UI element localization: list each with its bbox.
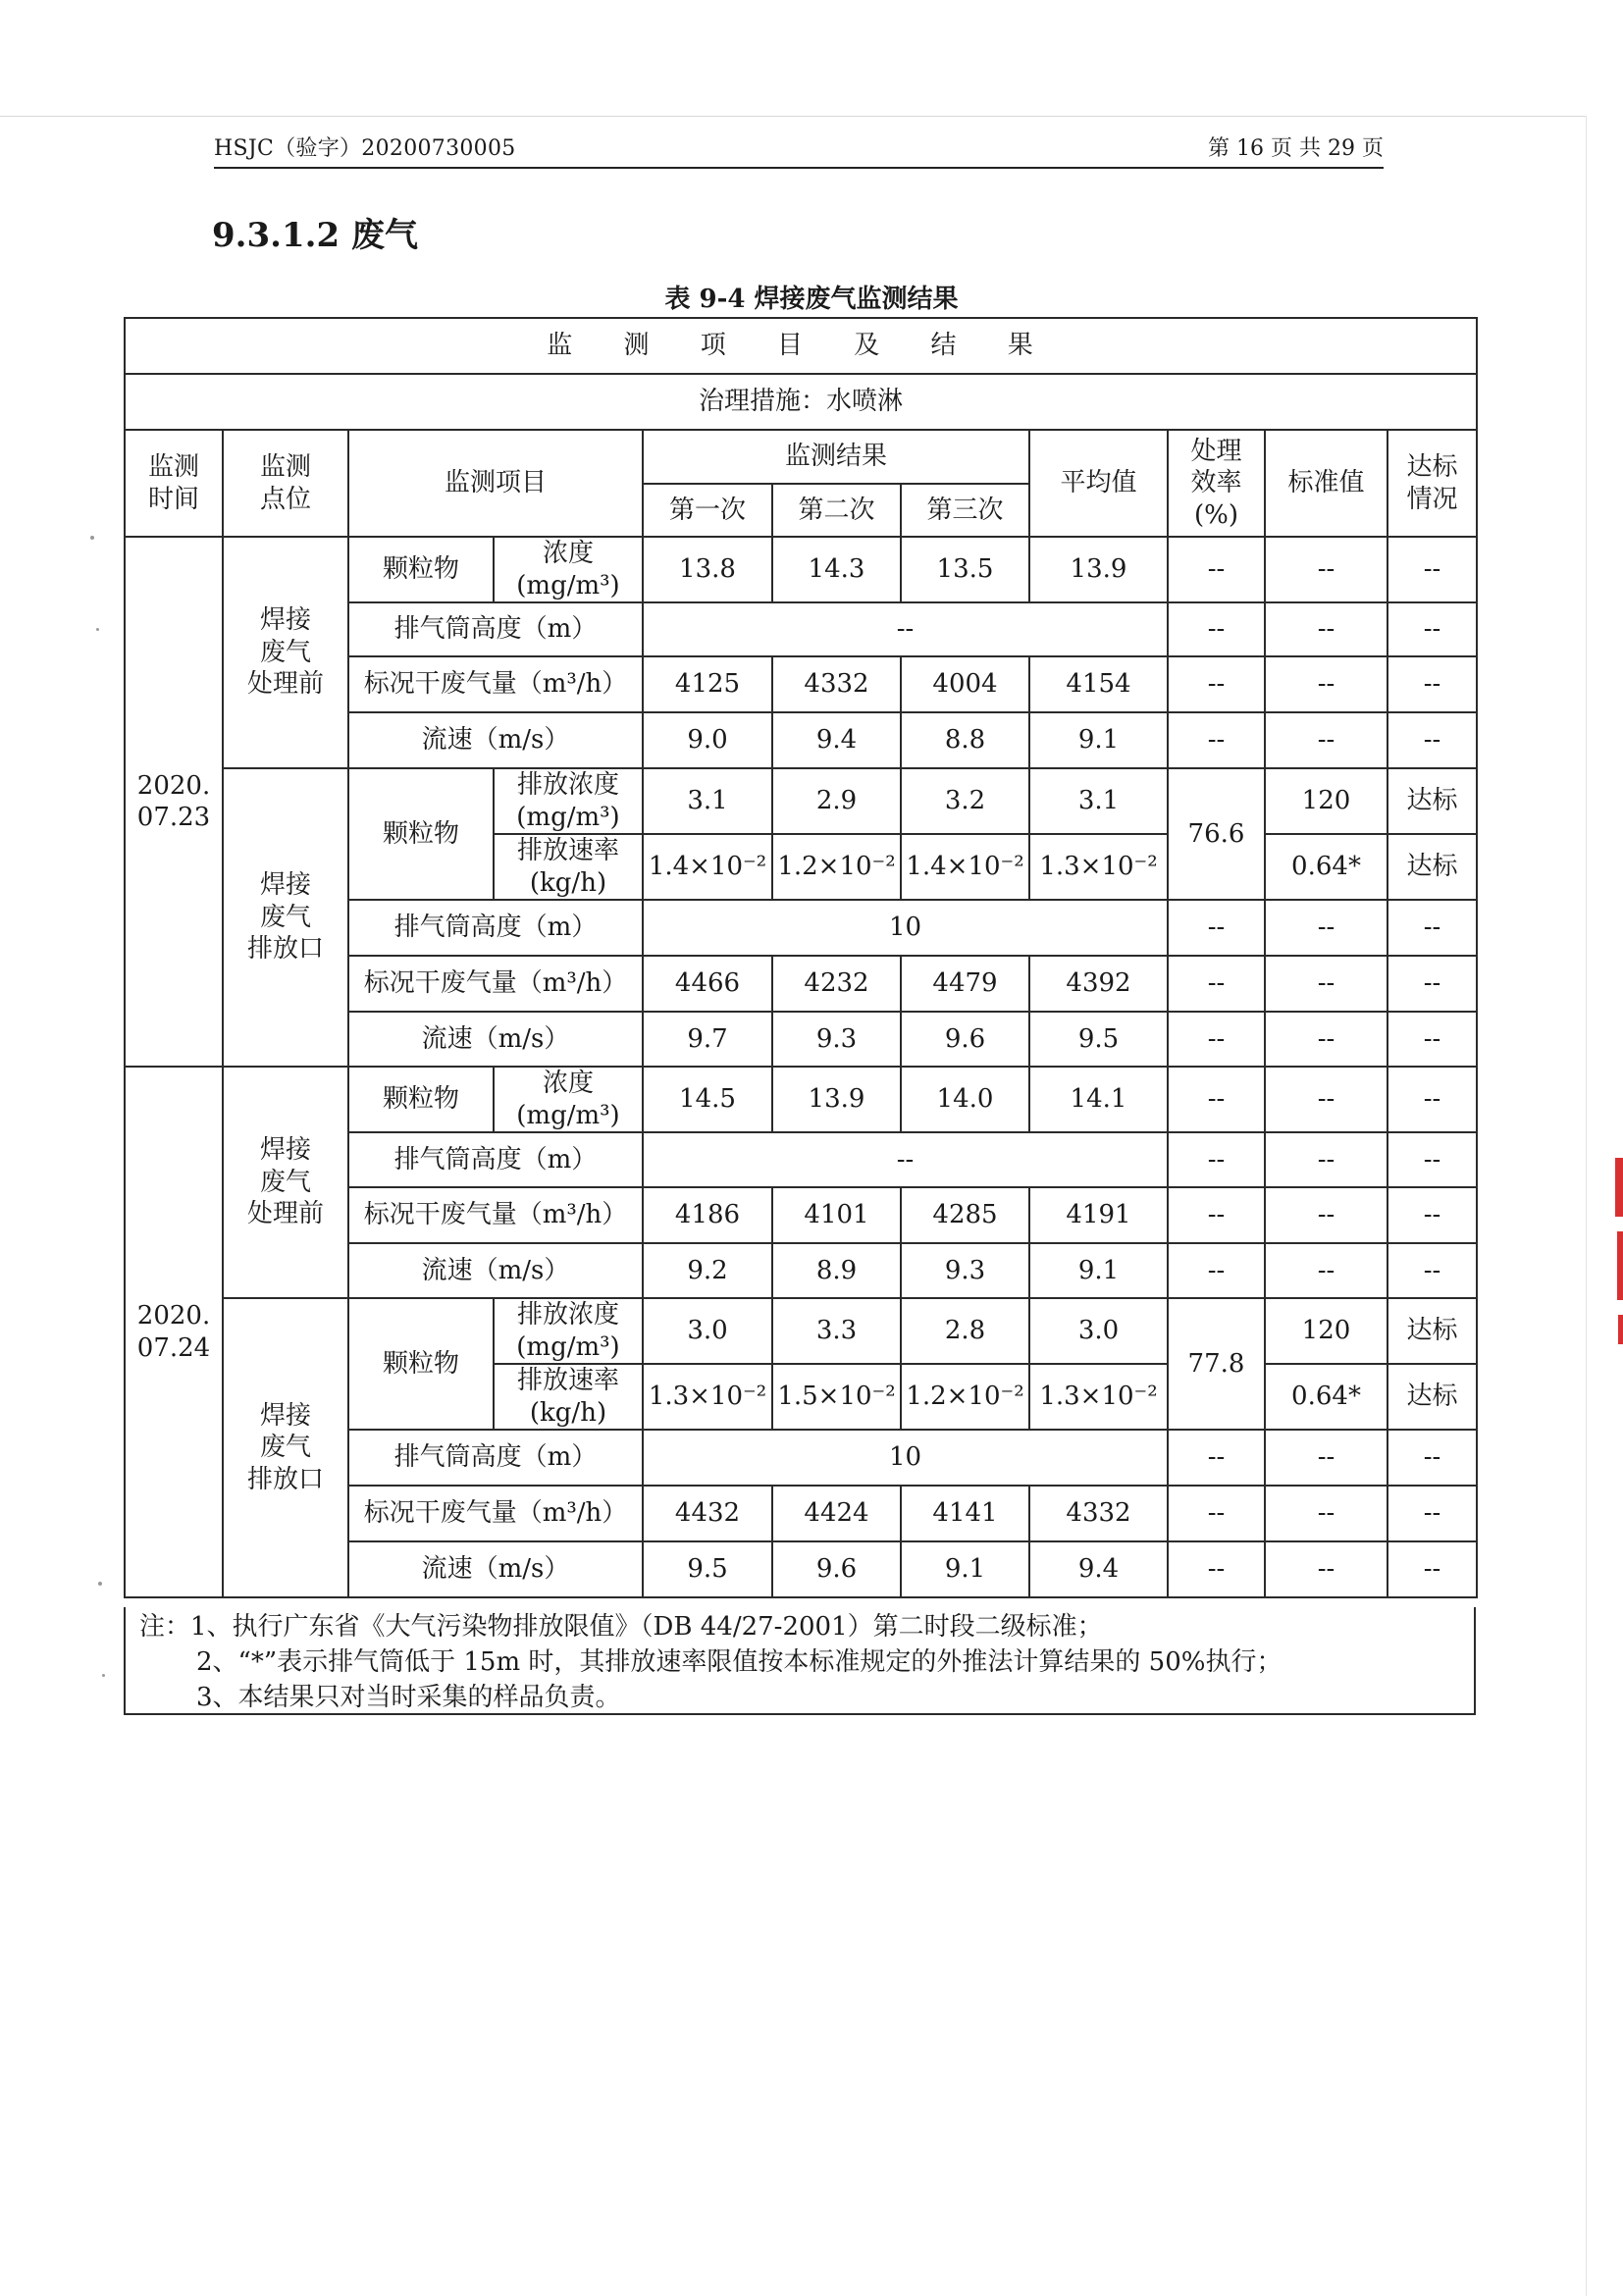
- treatment-measure: 治理措施：水喷淋: [125, 374, 1477, 430]
- value-cell: 14.0: [901, 1067, 1029, 1132]
- page-edge-right: [1586, 116, 1587, 2296]
- seal-fragment: [1617, 1231, 1623, 1300]
- date-cell: 2020. 07.23: [125, 537, 223, 1067]
- average-cell: 9.4: [1029, 1541, 1168, 1597]
- item-unit-label: 浓度 (mg/m³): [494, 1067, 643, 1132]
- table-row: [125, 1067, 1477, 1132]
- header-round-3: 第三次: [901, 484, 1029, 537]
- standard-cell: 120: [1265, 768, 1387, 834]
- value-cell: 4232: [772, 956, 901, 1012]
- header-item: 监测项目: [348, 430, 643, 537]
- value-cell: 9.5: [643, 1541, 772, 1597]
- value-cell: 13.5: [901, 537, 1029, 602]
- item-unit-label: 排放速率 (kg/h): [494, 1364, 643, 1430]
- status-cell: --: [1387, 602, 1477, 656]
- note-line: 3、本结果只对当时采集的样品负责。: [196, 1683, 621, 1712]
- efficiency-cell: --: [1168, 1012, 1265, 1067]
- average-cell: 9.1: [1029, 712, 1168, 768]
- item-label: 标况干废气量（m³/h）: [348, 1486, 643, 1541]
- item-label: 排气筒高度（m）: [348, 1430, 643, 1486]
- item-unit-label: 排放浓度 (mg/m³): [494, 1298, 643, 1364]
- table-row: [125, 537, 1477, 602]
- status-cell: --: [1387, 1430, 1477, 1486]
- section-title: 9.3.1.2 废气: [212, 216, 418, 255]
- value-cell: 13.9: [772, 1067, 901, 1132]
- value-cell: 4432: [643, 1486, 772, 1541]
- efficiency-cell: --: [1168, 602, 1265, 656]
- efficiency-cell: --: [1168, 900, 1265, 956]
- efficiency-cell: --: [1168, 1430, 1265, 1486]
- value-cell: 9.3: [772, 1012, 901, 1067]
- value-cell: 1.4×10⁻²: [901, 834, 1029, 900]
- value-cell: 3.1: [643, 768, 772, 834]
- average-cell: 3.0: [1029, 1298, 1168, 1364]
- status-cell: --: [1387, 656, 1477, 712]
- standard-cell: 0.64*: [1265, 834, 1387, 900]
- status-cell: 达标: [1387, 768, 1477, 834]
- standard-cell: --: [1265, 1541, 1387, 1597]
- table-notes: [124, 1607, 1476, 1715]
- value-cell: 4285: [901, 1187, 1029, 1243]
- table-row: [125, 768, 1477, 834]
- point-cell: 焊接 废气 排放口: [223, 1298, 348, 1597]
- table-banner: 监 测 项 目 及 结 果: [125, 318, 1477, 374]
- item-label: 颗粒物: [348, 768, 494, 900]
- header-round-2: 第二次: [772, 484, 901, 537]
- header-time: 监测 时间: [125, 430, 223, 537]
- seal-fragment: [1615, 1158, 1623, 1217]
- value-cell: 14.5: [643, 1067, 772, 1132]
- table-row: [125, 1298, 1477, 1364]
- item-unit-label: 排放速率 (kg/h): [494, 834, 643, 900]
- efficiency-cell: --: [1168, 1067, 1265, 1132]
- seal-fragment: [1618, 1315, 1623, 1344]
- value-cell: 3.0: [643, 1298, 772, 1364]
- status-cell: --: [1387, 1012, 1477, 1067]
- efficiency-cell: --: [1168, 956, 1265, 1012]
- point-cell: 焊接 废气 排放口: [223, 768, 348, 1067]
- status-cell: --: [1387, 956, 1477, 1012]
- value-cell: 4004: [901, 656, 1029, 712]
- standard-cell: --: [1265, 900, 1387, 956]
- average-cell: 4154: [1029, 656, 1168, 712]
- average-cell: 14.1: [1029, 1067, 1168, 1132]
- item-label: 流速（m/s）: [348, 1243, 643, 1298]
- status-cell: 达标: [1387, 834, 1477, 900]
- value-cell: 10: [643, 1430, 1168, 1486]
- standard-cell: --: [1265, 956, 1387, 1012]
- value-cell: 2.8: [901, 1298, 1029, 1364]
- value-cell: 4479: [901, 956, 1029, 1012]
- average-cell: 9.1: [1029, 1243, 1168, 1298]
- efficiency-cell: --: [1168, 1486, 1265, 1541]
- status-cell: --: [1387, 1541, 1477, 1597]
- item-label: 颗粒物: [348, 1067, 494, 1132]
- value-cell: 9.7: [643, 1012, 772, 1067]
- value-cell: 1.4×10⁻²: [643, 834, 772, 900]
- header-round-1: 第一次: [643, 484, 772, 537]
- efficiency-cell: --: [1168, 1541, 1265, 1597]
- standard-cell: --: [1265, 1486, 1387, 1541]
- efficiency-cell: --: [1168, 712, 1265, 768]
- item-label: 标况干废气量（m³/h）: [348, 956, 643, 1012]
- efficiency-cell: --: [1168, 656, 1265, 712]
- standard-cell: --: [1265, 1243, 1387, 1298]
- efficiency-cell: --: [1168, 537, 1265, 602]
- efficiency-cell: --: [1168, 1187, 1265, 1243]
- value-cell: 9.0: [643, 712, 772, 768]
- header-standard: 标准值: [1265, 430, 1387, 537]
- value-cell: 4466: [643, 956, 772, 1012]
- scan-speck: [90, 536, 94, 540]
- standard-cell: --: [1265, 1067, 1387, 1132]
- scan-speck: [102, 1674, 105, 1677]
- status-cell: 达标: [1387, 1298, 1477, 1364]
- standard-cell: 120: [1265, 1298, 1387, 1364]
- standard-cell: --: [1265, 602, 1387, 656]
- value-cell: 4125: [643, 656, 772, 712]
- status-cell: --: [1387, 1486, 1477, 1541]
- value-cell: 4424: [772, 1486, 901, 1541]
- monitoring-table: [124, 317, 1478, 1598]
- header-status: 达标 情况: [1387, 430, 1477, 537]
- efficiency-cell: 76.6: [1168, 768, 1265, 900]
- value-cell: 9.3: [901, 1243, 1029, 1298]
- item-label: 颗粒物: [348, 1298, 494, 1430]
- value-cell: --: [643, 1132, 1168, 1187]
- efficiency-cell: 77.8: [1168, 1298, 1265, 1430]
- value-cell: 9.6: [772, 1541, 901, 1597]
- scan-speck: [96, 628, 99, 631]
- standard-cell: 0.64*: [1265, 1364, 1387, 1430]
- status-cell: --: [1387, 1187, 1477, 1243]
- document-number: HSJC（验字）20200730005: [214, 136, 516, 161]
- point-cell: 焊接 废气 处理前: [223, 1067, 348, 1298]
- efficiency-cell: --: [1168, 1132, 1265, 1187]
- header-point: 监测 点位: [223, 430, 348, 537]
- scan-speck: [98, 1582, 102, 1586]
- page-edge-top: [0, 116, 1586, 117]
- value-cell: 1.2×10⁻²: [772, 834, 901, 900]
- average-cell: 4392: [1029, 956, 1168, 1012]
- status-cell: --: [1387, 900, 1477, 956]
- value-cell: 4332: [772, 656, 901, 712]
- item-label: 流速（m/s）: [348, 1012, 643, 1067]
- status-cell: --: [1387, 537, 1477, 602]
- item-label: 颗粒物: [348, 537, 494, 602]
- standard-cell: --: [1265, 712, 1387, 768]
- value-cell: 4141: [901, 1486, 1029, 1541]
- average-cell: 9.5: [1029, 1012, 1168, 1067]
- value-cell: 9.2: [643, 1243, 772, 1298]
- status-cell: --: [1387, 1067, 1477, 1132]
- item-label: 排气筒高度（m）: [348, 1132, 643, 1187]
- item-label: 标况干废气量（m³/h）: [348, 656, 643, 712]
- item-label: 流速（m/s）: [348, 712, 643, 768]
- value-cell: 8.8: [901, 712, 1029, 768]
- header-results: 监测结果: [643, 430, 1029, 484]
- value-cell: 14.3: [772, 537, 901, 602]
- value-cell: 4101: [772, 1187, 901, 1243]
- value-cell: 1.5×10⁻²: [772, 1364, 901, 1430]
- value-cell: 1.2×10⁻²: [901, 1364, 1029, 1430]
- standard-cell: --: [1265, 1430, 1387, 1486]
- note-line: 2、“*”表示排气筒低于 15m 时，其排放速率限值按本标准规定的外推法计算结果的 50%执行；: [196, 1647, 1283, 1677]
- average-cell: 1.3×10⁻²: [1029, 1364, 1168, 1430]
- value-cell: 9.6: [901, 1012, 1029, 1067]
- standard-cell: --: [1265, 1012, 1387, 1067]
- value-cell: 3.2: [901, 768, 1029, 834]
- standard-cell: --: [1265, 537, 1387, 602]
- efficiency-cell: --: [1168, 1243, 1265, 1298]
- page-number: 第 16 页 共 29 页: [1208, 136, 1384, 161]
- status-cell: --: [1387, 1132, 1477, 1187]
- status-cell: --: [1387, 712, 1477, 768]
- header-efficiency: 处理 效率 (%): [1168, 430, 1265, 537]
- value-cell: 9.4: [772, 712, 901, 768]
- average-cell: 4191: [1029, 1187, 1168, 1243]
- status-cell: 达标: [1387, 1364, 1477, 1430]
- item-unit-label: 浓度 (mg/m³): [494, 537, 643, 602]
- item-unit-label: 排放浓度 (mg/m³): [494, 768, 643, 834]
- value-cell: 13.8: [643, 537, 772, 602]
- point-cell: 焊接 废气 处理前: [223, 537, 348, 768]
- page-header: [214, 128, 1384, 169]
- item-label: 流速（m/s）: [348, 1541, 643, 1597]
- standard-cell: --: [1265, 1132, 1387, 1187]
- item-label: 排气筒高度（m）: [348, 602, 643, 656]
- value-cell: 9.1: [901, 1541, 1029, 1597]
- item-label: 标况干废气量（m³/h）: [348, 1187, 643, 1243]
- note-line: 注：1、执行广东省《大气污染物排放限值》（DB 44/27-2001）第二时段二级标准；: [139, 1612, 1103, 1642]
- value-cell: 3.3: [772, 1298, 901, 1364]
- value-cell: 8.9: [772, 1243, 901, 1298]
- standard-cell: --: [1265, 656, 1387, 712]
- value-cell: 4186: [643, 1187, 772, 1243]
- item-label: 排气筒高度（m）: [348, 900, 643, 956]
- value-cell: 1.3×10⁻²: [643, 1364, 772, 1430]
- value-cell: 2.9: [772, 768, 901, 834]
- average-cell: 13.9: [1029, 537, 1168, 602]
- header-average: 平均值: [1029, 430, 1168, 537]
- table-caption: 表 9-4 焊接废气监测结果: [664, 285, 959, 314]
- value-cell: 10: [643, 900, 1168, 956]
- date-cell: 2020. 07.24: [125, 1067, 223, 1597]
- value-cell: --: [643, 602, 1168, 656]
- average-cell: 1.3×10⁻²: [1029, 834, 1168, 900]
- average-cell: 3.1: [1029, 768, 1168, 834]
- status-cell: --: [1387, 1243, 1477, 1298]
- average-cell: 4332: [1029, 1486, 1168, 1541]
- standard-cell: --: [1265, 1187, 1387, 1243]
